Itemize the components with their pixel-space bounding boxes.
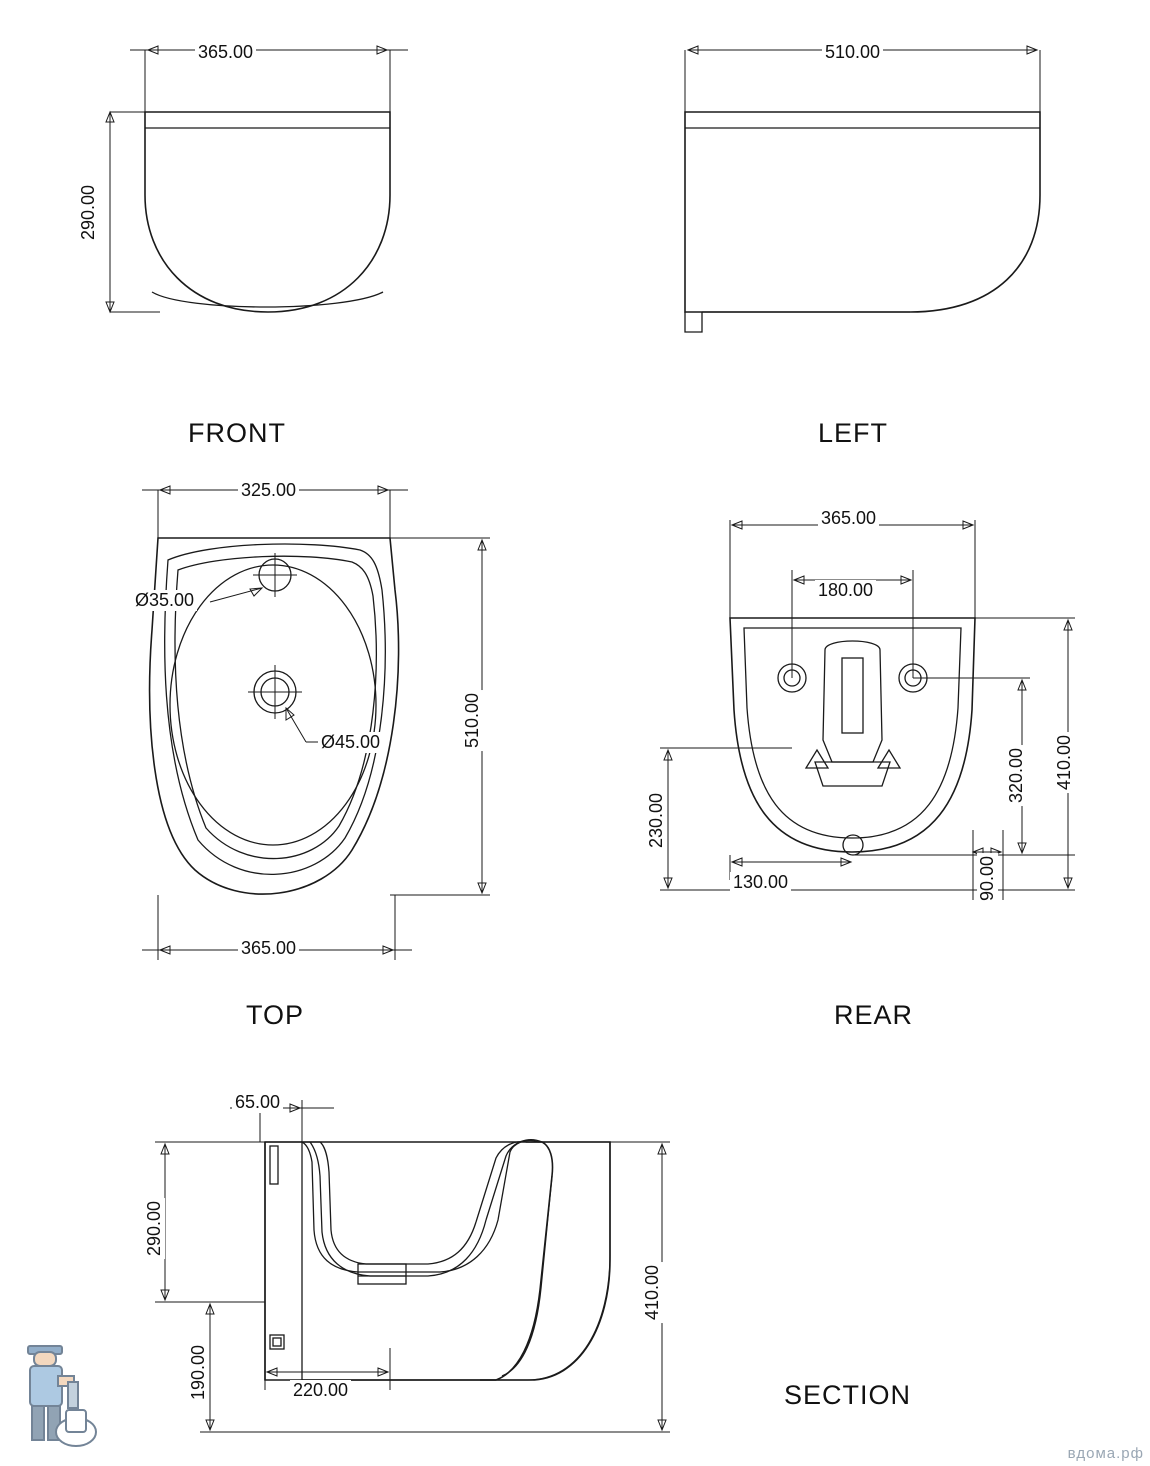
dim-section-height-290: 290.00 xyxy=(144,1198,165,1259)
dim-front-width: 365.00 xyxy=(195,42,256,63)
dim-section-depth-220: 220.00 xyxy=(290,1380,351,1401)
view-top xyxy=(90,470,550,970)
view-title-rear: REAR xyxy=(834,1000,914,1030)
rear-geometry xyxy=(620,500,1090,940)
dim-rear-height-320: 320.00 xyxy=(1006,745,1027,806)
dim-top-outer-width: 365.00 xyxy=(238,938,299,959)
dim-left-depth: 510.00 xyxy=(822,42,883,63)
dim-section-height-190: 190.00 xyxy=(188,1342,209,1403)
view-title-left: LEFT xyxy=(818,418,889,448)
dim-top-hole-large: Ø45.00 xyxy=(318,732,383,753)
view-left xyxy=(640,20,1070,350)
dim-rear-offset-90: 90.00 xyxy=(977,853,998,904)
view-rear xyxy=(620,500,1090,940)
dim-section-top-offset: 65.00 xyxy=(232,1092,283,1113)
dim-rear-offset-130: 130.00 xyxy=(730,872,791,893)
dim-rear-height-410: 410.00 xyxy=(1054,732,1075,793)
front-geometry xyxy=(90,20,430,350)
view-title-section: SECTION xyxy=(784,1380,912,1410)
dim-top-inner-width: 325.00 xyxy=(238,480,299,501)
dim-section-height-410: 410.00 xyxy=(642,1262,663,1323)
view-section xyxy=(110,1080,710,1460)
dim-top-length: 510.00 xyxy=(462,690,483,751)
dim-rear-bolt-spacing: 180.00 xyxy=(815,580,876,601)
dim-front-height: 290.00 xyxy=(78,182,99,243)
view-front xyxy=(78,20,430,350)
watermark-plumber-icon xyxy=(10,1336,110,1456)
view-title-front: FRONT xyxy=(188,418,286,448)
dim-rear-height-230: 230.00 xyxy=(646,790,667,851)
dim-top-hole-small: Ø35.00 xyxy=(132,590,197,611)
dim-rear-width: 365.00 xyxy=(818,508,879,529)
left-geometry xyxy=(640,20,1070,350)
view-title-top: TOP xyxy=(246,1000,305,1030)
watermark-text: вдома.рф xyxy=(1067,1445,1144,1462)
